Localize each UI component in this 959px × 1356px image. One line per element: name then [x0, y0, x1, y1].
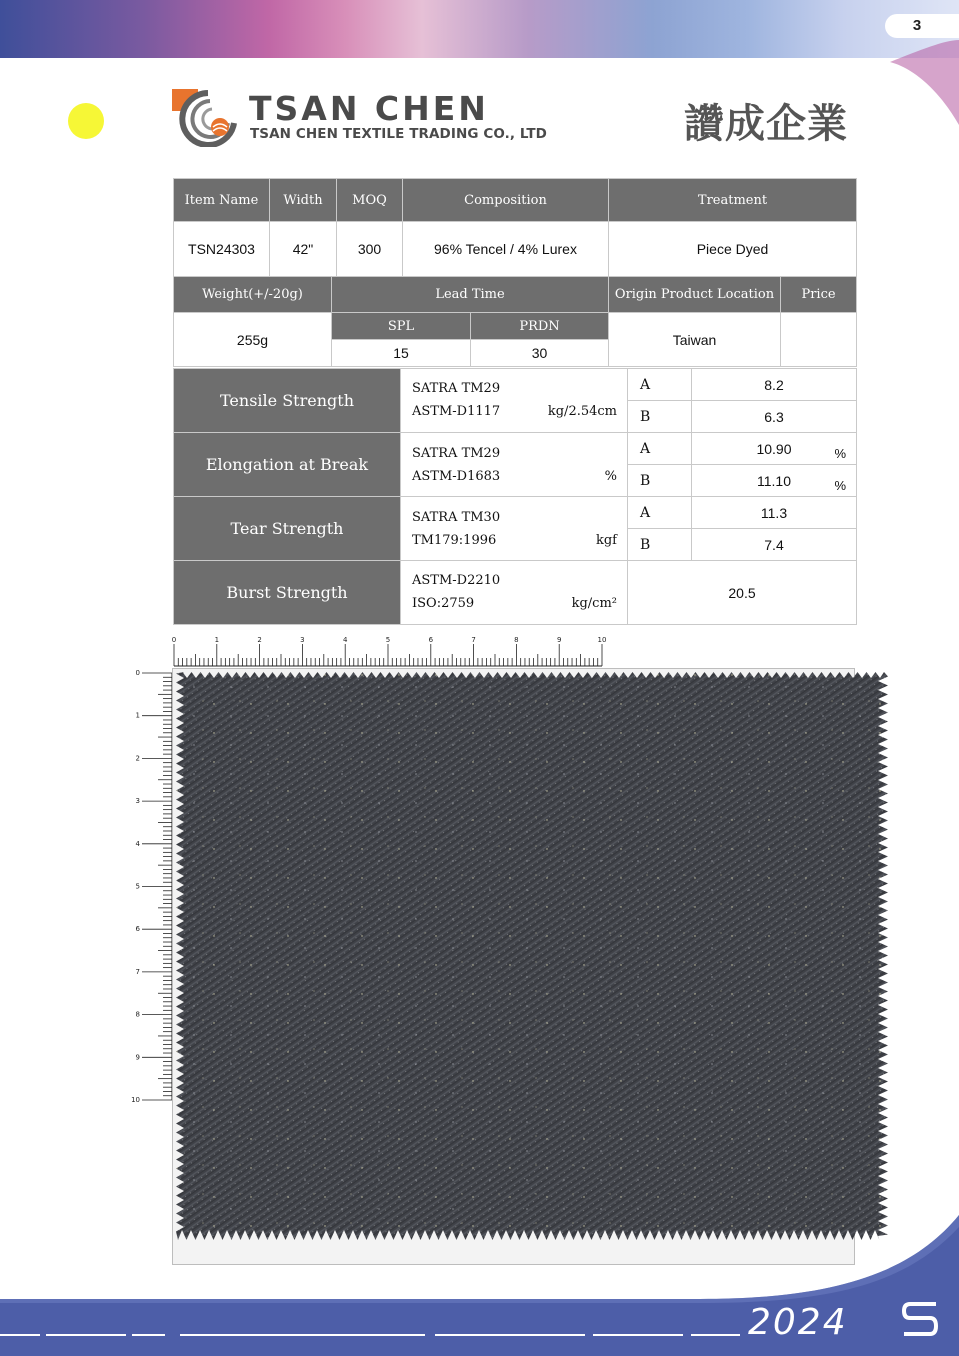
tear-method: [401, 497, 628, 561]
ruler-h-label: 8: [514, 636, 519, 644]
test-results-table: [173, 368, 857, 625]
ruler-v-label: 3: [135, 797, 140, 806]
moq-value: 300: [337, 222, 403, 277]
tear-strength-label: Tear Strength: [174, 497, 401, 561]
ruler-h-label: 9: [556, 636, 562, 644]
elongation-a-label: A: [628, 433, 692, 465]
item-name-value: TSN24303: [174, 222, 270, 277]
header-origin: Origin Product Location: [609, 277, 781, 313]
tear-method-2: TM179:1996: [412, 533, 497, 548]
tensile-a-label: A: [628, 369, 692, 401]
elongation-b-label: B: [628, 465, 692, 497]
elongation-method: [401, 433, 628, 497]
price-value: [781, 313, 857, 367]
burst-method: [401, 561, 628, 625]
header-treatment: Treatment: [609, 179, 857, 222]
header-weight: Weight(+/-20g): [174, 277, 332, 313]
tensile-method-2: ASTM-D1117: [412, 404, 501, 419]
elongation-b-cell: [692, 465, 857, 497]
footer-year: 2024: [748, 1302, 848, 1343]
width-value: 42": [270, 222, 337, 277]
elongation-a-unit: %: [834, 446, 846, 461]
spec-table-middle: [173, 276, 857, 367]
ruler-h-label: 3: [300, 636, 305, 644]
spl-value: 15: [332, 340, 471, 367]
composition-value: 96% Tencel / 4% Lurex: [403, 222, 609, 277]
header-price: Price: [781, 277, 857, 313]
ruler-h-label: 0: [171, 636, 177, 644]
horizontal-ruler: [170, 632, 610, 670]
tensile-unit: kg/2.54cm: [547, 404, 617, 419]
header-spl: SPL: [332, 313, 471, 340]
tensile-b-value: 6.3: [692, 401, 857, 433]
tensile-method-1: SATRA TM29: [412, 381, 501, 396]
tear-b-label: B: [628, 529, 692, 561]
elongation-method-1: SATRA TM29: [412, 446, 501, 461]
tensile-strength-label: Tensile Strength: [174, 369, 401, 433]
ruler-v-label: 6: [135, 925, 140, 934]
header-prdn: PRDN: [471, 313, 609, 340]
yellow-dot: [68, 103, 104, 139]
brand-chinese-name: 讚成企業: [684, 101, 848, 147]
ruler-h-label: 10: [597, 636, 607, 644]
tear-a-value: 11.3: [692, 497, 857, 529]
header-composition: Composition: [403, 179, 609, 222]
header-lead-time: Lead Time: [332, 277, 609, 313]
tensile-method: [401, 369, 628, 433]
elongation-method-2: ASTM-D1683: [412, 469, 501, 484]
ruler-h-label: 4: [342, 636, 348, 644]
burst-unit: kg/cm²: [571, 596, 617, 611]
fabric-swatch-image: [172, 668, 888, 1240]
origin-value: Taiwan: [609, 313, 781, 367]
burst-method-2: ISO:2759: [412, 596, 475, 611]
burst-value: 20.5: [628, 561, 857, 625]
ruler-h-label: 2: [257, 636, 262, 644]
header-moq: MOQ: [337, 179, 403, 222]
ruler-h-label: 5: [385, 636, 391, 644]
elongation-a-value: 10.90: [756, 440, 792, 457]
brand-subtitle: TSAN CHEN TEXTILE TRADING CO., LTD: [250, 126, 547, 142]
burst-method-1: ASTM-D2210: [412, 573, 501, 588]
elongation-b-unit: %: [834, 478, 846, 493]
header-item-name: Item Name: [174, 179, 270, 222]
vertical-ruler: [128, 664, 174, 1110]
ruler-h-label: 6: [428, 636, 434, 644]
elongation-unit: %: [604, 469, 617, 484]
footer-s-logo-icon: [900, 1300, 940, 1340]
elongation-b-value: 11.10: [757, 472, 791, 489]
ruler-v-label: 8: [135, 1010, 140, 1019]
treatment-value: Piece Dyed: [609, 222, 857, 277]
tensile-a-value: 8.2: [692, 369, 857, 401]
prdn-value: 30: [471, 340, 609, 367]
spec-table-top: [173, 178, 857, 277]
ruler-h-label: 7: [471, 636, 476, 644]
tear-a-label: A: [628, 497, 692, 529]
ruler-v-label: 5: [135, 882, 140, 891]
weight-value: 255g: [174, 313, 332, 367]
ruler-v-label: 9: [135, 1053, 140, 1062]
ruler-v-label: 4: [135, 839, 140, 848]
elongation-a-cell: [692, 433, 857, 465]
brand-name: TSAN CHEN: [249, 89, 489, 128]
header-width: Width: [270, 179, 337, 222]
tear-method-1: SATRA TM30: [412, 510, 501, 525]
tear-unit: kgf: [595, 533, 617, 548]
page-number: 3: [912, 17, 922, 34]
ruler-h-label: 1: [214, 636, 220, 644]
ruler-v-label: 10: [131, 1096, 140, 1104]
ruler-v-label: 7: [135, 967, 140, 976]
ruler-v-label: 2: [135, 754, 140, 763]
ruler-v-label: 1: [135, 711, 140, 720]
tear-b-value: 7.4: [692, 529, 857, 561]
burst-strength-label: Burst Strength: [174, 561, 401, 625]
tsan-chen-logo-icon: [170, 87, 238, 147]
tensile-b-label: B: [628, 401, 692, 433]
ruler-v-label: 0: [135, 669, 140, 677]
elongation-label: Elongation at Break: [174, 433, 401, 497]
